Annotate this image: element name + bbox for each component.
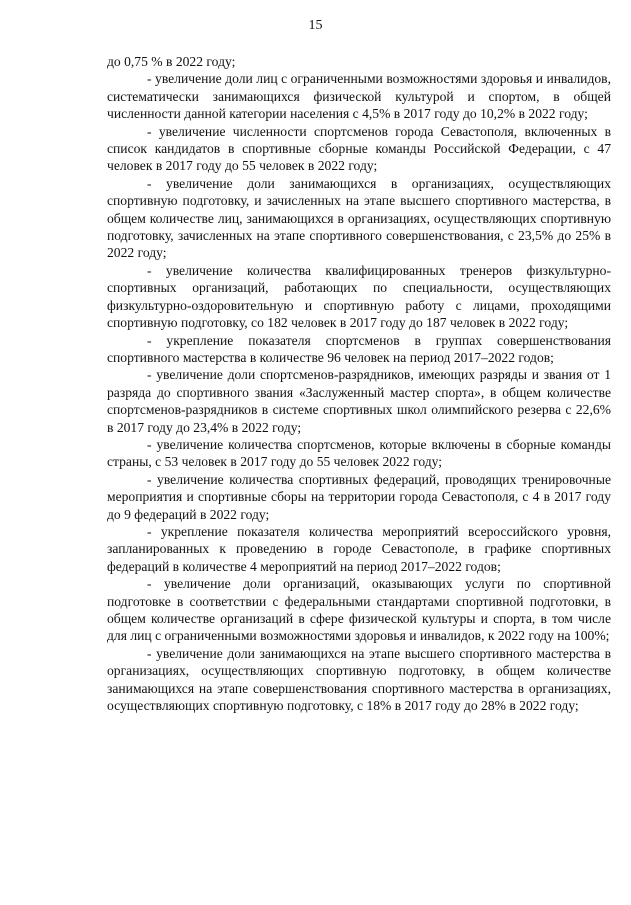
list-item-standards-organizations: - увеличение доли организаций, оказывающих услуги по спортивной подготовке в соответствии с федеральными стандартами спортивной подготовки, в общем количестве организаций в сфере физической культуры и спорта, в том числе для лиц с ограниченными возможностями здоровья и инвалидов, к 2022 году на 100%; <box>107 576 611 644</box>
list-item-disabled-persons-share: - увеличение доли лиц с ограниченными возможностями здоровья и инвалидов, систематически занимающихся физической культурой и спортом, в общей численности данной категории населения с 4,5% в 2017 году до 10,2% в 2022 году; <box>107 71 611 122</box>
list-item-sports-federations: - увеличение количества спортивных федераций, проводящих тренировочные мероприятия и спортивные сборы на территории города Севастополя, с 4 в 2017 году до 9 федераций в 2022 году; <box>107 471 611 522</box>
document-body <box>107 53 611 714</box>
list-item-higher-mastery-stage: - увеличение доли занимающихся на этапе высшего спортивного мастерства в организациях, осуществляющих спортивную подготовку, в общем количестве занимающихся на этапе совершенствования спортивного мастерства в организациях, осуществляющих спортивную подготовку, с 18% в 2017 году до 28% в 2022 году; <box>107 645 611 714</box>
list-item-improvement-groups: - укрепление показателя спортсменов в группах совершенствования спортивного мастерства в количестве 96 человек на период 2017–2022 годов; <box>107 332 611 365</box>
list-item-all-russian-events: - укрепление показателя количества мероприятий всероссийского уровня, запланированных к проведению в городе Севастополе, в графике спортивных федераций в количестве 4 мероприятий на период 2017–2022 годов; <box>107 523 611 574</box>
list-item-higher-mastery-share: - увеличение доли занимающихся в организациях, осуществляющих спортивную подготовку, и зачисленных на этапе высшего спортивного мастерства, в общем количестве лиц, занимающихся в организациях, осуществляющих спортивную подготовку, зачисленных на этапе спортивного совершенствования, с 23,5% до 25% в 2022 году; <box>107 175 611 261</box>
list-item-qualified-coaches: - увеличение количества квалифицированных тренеров физкультурно-спортивных организаций, работающих по специальности, осуществляющих физкультурно-оздоровительную и спортивную работу с лицами, проходящими спортивную подготовку, со 182 человек в 2017 году до 187 человек в 2022 году; <box>107 262 611 331</box>
page-number: 15 <box>308 18 323 33</box>
list-item-national-team-candidates: - увеличение численности спортсменов города Севастополя, включенных в список кандидатов в спортивные сборные команды Российской Федерации, с 47 человек в 2017 году до 55 человек в 2022 году; <box>107 123 611 174</box>
paragraph-continuation: до 0,75 % в 2022 году; <box>107 54 236 69</box>
list-item-ranked-athletes-share: - увеличение доли спортсменов-разрядников, имеющих разряды и звания от 1 разряда до спортивного звания «Заслуженный мастер спорта», в общем количестве спортсменов-разрядников в системе спортивных школ олимпийского резерва с 22,6% в 2017 году до 23,4% в 2022 году; <box>107 367 611 435</box>
list-item-national-team-athletes: - увеличение количества спортсменов, которые включены в сборные команды страны, с 53 человек в 2017 году до 55 человек 2022 году; <box>107 436 611 470</box>
